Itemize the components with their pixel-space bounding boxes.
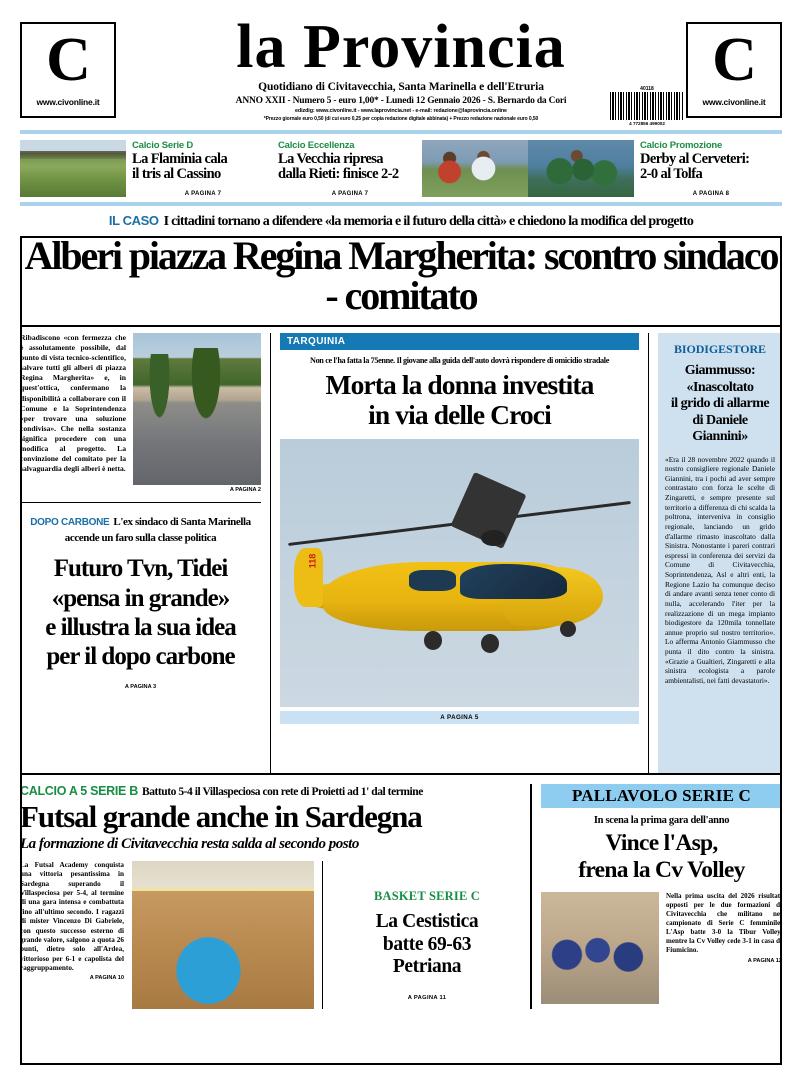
masthead-subtitle: Quotidiano di Civitavecchia, Santa Marinella e dell'Etruria [258,80,544,93]
pallavolo-pageref[interactable]: A PAGINA 12 [747,958,782,965]
teaser-item-promozione[interactable] [528,140,782,197]
logo-right-url[interactable]: www.civonline.it [702,97,766,108]
teaser-kicker: Calcio Serie D [132,140,194,151]
futsal-content-grid [20,861,521,1009]
dopo-carbone-occhiello-line2: accende un faro sulla classe politica [64,532,217,545]
football-pitch-photo [20,140,126,197]
logo-left-url[interactable]: www.civonline.it [36,97,100,108]
basket-headline[interactable] [333,911,521,979]
tarquinia-occhiello: Non ce l'ha fatta la 75enne. Il giovane alla guida dell'auto dovrà rispondere di omicidio stradale [310,356,609,365]
teaser-pageref[interactable]: A PAGINA 7 [184,191,222,197]
main-body-grid [20,333,782,773]
teaser-headline-line2: il tris al Cassino [132,166,221,183]
dopo-carbone-pageref[interactable]: A PAGINA 3 [124,684,157,691]
lead-headline[interactable]: Alberi piazza Regina Margherita: scontro sindaco - comitato [24,233,778,318]
teaser-text-promozione [634,140,782,197]
teaser-headline-line1: Derby al Cerveteri: [640,151,750,167]
pallavolo-content-grid [541,892,782,1004]
dopo-carbone-kicker: DOPO CARBONE [30,517,110,528]
barcode-block [610,86,684,126]
teaser-pageref[interactable]: A PAGINA 7 [331,191,369,197]
football-players-photo [422,140,528,197]
helicopter-118-marking: 118 [307,554,318,569]
teaser-item-eccellenza[interactable] [274,140,528,197]
teaser-headline-line1: La Flaminia cala [132,151,228,167]
lead-pageref[interactable]: A PAGINA 2 [229,487,261,493]
biodigestore-kicker: BIODIGESTORE [674,342,766,356]
column-right [649,333,782,773]
teaser-text-eccellenza [274,140,422,197]
lead-kicker: IL CASO [108,213,159,228]
lead-occhiello: I cittadini tornano a difendere «la memoria e il futuro della città» e chiedono la modifica del progetto [163,214,694,229]
masthead-issue-line: ANNO XXII - Numero 5 - euro 1,00* - Lunedì 12 Gennaio 2026 - S. Bernardo da Cori [235,95,567,106]
barcode-digits: 4 772856 499002 [629,120,665,126]
logo-left-letter: C [46,25,90,94]
pallavolo-section [530,784,782,1009]
teaser-strip [20,134,782,202]
masthead [20,0,782,126]
barcode-icon [610,92,684,120]
dopo-carbone-occhiello-line1: L'ex sindaco di Santa Marinella [113,516,251,528]
basket-headline-line1: La Cestistica [375,911,479,932]
biodigestore-headline[interactable] [665,363,775,446]
team-celebration-photo [528,140,634,197]
biodigestore-headline-line1: Giammusso: [684,363,756,378]
helicopter-cabin-window [409,570,456,591]
futsal-subhead: La formazione di Civitavecchia resta salda al secondo posto [20,836,359,852]
teaser-pageref[interactable]: A PAGINA 8 [692,191,730,197]
tarquinia-headline-line1: Morta la donna investita [325,369,594,400]
pallavolo-headline-line1: Vince l'Asp, [605,830,718,856]
teaser-headline-line1: La Vecchia ripresa [278,151,383,167]
biodigestore-body-text: «Era il 28 novembre 2022 quando il nostro consigliere regionale Daniele Giannini, tra i pochi ad aver sempre contrastato con forza le scelte di Zingaretti, e sempre presente sul territorio a differenza di chi scalda la poltrona, interveniva in consiglio regionale, lanciando un grido d'allarme rimasto inascoltato dalla Sinistra. Nonostante i pareri contrari espressi in conferenza dei servizi da Comune di Civitavecchia, Soprintendenza, Asl e altri enti, la Regione Lazio ha comunque deciso di andare avanti senza tener conto di nulla, accelerando l'iter per la realizzazione di un mega impianto biodigestore da 120mila tonnellate annue proprio sul nostro territorio». Lo afferma Antonio Giammusso che punta il dito contro la sinistra. «Grazie a Gualtieri, Zingaretti e alla sinistra ecologista a parole ambientalisti, nei fatti devastatori». [665,454,775,685]
logo-left[interactable] [20,22,116,118]
tarquinia-pageref[interactable]: A PAGINA 5 [280,711,639,724]
biodigestore-box [658,333,782,773]
dopo-headline-line2: «pensa in grande» [51,584,230,612]
logo-right[interactable] [686,22,782,118]
logo-right-letter: C [712,25,756,94]
page-title: la Provincia [236,13,566,81]
dopo-headline-line1: Futuro Tvn, Tidei [53,555,228,583]
masthead-price-line: *Prezzo giornale euro 0,50 (di cui euro 0,25 per copia redazione digitale abbinata) + Prezzo redazione nazionale euro 0,50 [263,115,539,122]
biodigestore-headline-line2: «Inascoltato [686,379,754,395]
pallavolo-body-text: Nella prima uscita del 2026 risultati opposti per le due formazioni di Civitavecchia che militano nel campionato di Serie C femminile. L'Asp batte 3-0 la Tibur Volley, mentre la Cv Volley cede 3-1 in casa di Fiumicino. [666,891,782,955]
bottom-section-rule [20,773,782,775]
teaser-headline [132,152,274,182]
lead-headline-rule [20,325,782,327]
futsal-headline[interactable]: Futsal grande anche in Sardegna [20,799,422,834]
basket-headline-line3: Petriana [392,956,462,978]
dopo-carbone-occhiello-row [20,511,261,545]
biodigestore-headline-line3: il grido di allarme [670,396,770,412]
teaser-kicker: Calcio Eccellenza [278,140,355,151]
teaser-headline [278,152,422,182]
rescue-helicopter-photo [280,439,639,707]
basket-kicker: BASKET SERIE C [373,889,481,903]
basket-pageref[interactable]: A PAGINA 11 [407,994,447,1001]
helicopter-rotor-hub [481,530,506,546]
tarquinia-location-bar: TARQUINIA [280,333,639,350]
teaser-headline-line2: dalla Rieti: finisce 2-2 [278,166,399,183]
volleyball-team-photo [541,892,659,1004]
dopo-headline-line3: e illustra la sua idea [45,613,236,641]
left-column-divider [20,502,261,503]
futsal-section [20,784,530,1009]
dopo-carbone-headline[interactable] [20,554,261,671]
column-middle [270,333,649,773]
futsal-text-column [20,861,124,1009]
pallavolo-occhiello: In scena la prima gara dell'anno [593,815,730,826]
teaser-kicker: Calcio Promozione [640,140,723,151]
futsal-kicker: CALCIO A 5 SERIE B [20,784,138,798]
basket-headline-line2: batte 69-63 [382,933,472,955]
pallavolo-headline[interactable] [541,830,782,884]
helicopter-wheel-right [560,621,576,637]
biodigestore-headline-line4: di Daniele Giannini» [692,412,748,445]
teaser-headline-line2: 2-0 al Tolfa [640,166,703,183]
futsal-match-photo [132,861,314,1009]
column-left [20,333,270,773]
lead-article [20,333,261,485]
teaser-item-serie-d[interactable] [20,140,274,197]
pallavolo-title-bar: PALLAVOLO SERIE C [541,784,782,808]
futsal-pageref[interactable]: A PAGINA 10 [89,975,124,982]
barcode-number: 40118 [640,85,654,92]
teaser-text-serie-d [126,140,274,197]
basket-section [322,861,521,1009]
bottom-sports-section [20,784,782,1009]
helicopter-cockpit-window [460,564,568,599]
pallavolo-text-column [666,892,782,1004]
pallavolo-headline-line2: frena la Cv Volley [578,856,745,883]
tarquinia-headline-line2: in via delle Croci [368,399,551,431]
futsal-body-text: La Futsal Academy conquista una vittoria pesantissima in Sardegna superando il Villaspeciosa per 5-4, al termine di una gara intensa e combattuta fino all'ultimo secondo. I ragazzi di mister Vincenzo Di Gabriele, con questo successo esterno di grande valore, salgono a quota 26 punti, dietro solo all'Ardea, vittorioso per 6-1 e capolista del raggruppamento. [20,861,124,972]
piazza-trees-photo [133,333,261,485]
futsal-occhiello: Battuto 5-4 il Villaspeciosa con rete di Proietti ad 1' dal termine [142,786,423,798]
masthead-web-line: edizdig: www.civonline.it - www.laprovincia.net - e-mail: redazione@laprovincia.online [295,107,507,114]
lead-body-text: Ribadiscono «con fermezza che è assolutamente possibile, dal punto di vista tecnico-scientifico, salvare tutti gli alberi di piazza Regina Margherita» e, in quest'ottica, confermano la disponibilità a collaborare con il Comune e la Soprintendenza «per trovare una soluzione condivisa». Che nella sostanza significa procedere con una modifica al progetto. La convinzione del comitato per la salvaguardia degli alberi è netta. [20,333,126,474]
tarquinia-headline[interactable] [280,370,639,431]
dopo-headline-line4: per il dopo carbone [46,643,235,671]
lead-occhiello-row [20,206,782,233]
teaser-headline [640,152,782,182]
helicopter-wheel-center [481,634,499,653]
helicopter-wheel-left [424,631,442,650]
masthead-center [116,13,686,126]
futsal-kicker-row [20,784,521,798]
